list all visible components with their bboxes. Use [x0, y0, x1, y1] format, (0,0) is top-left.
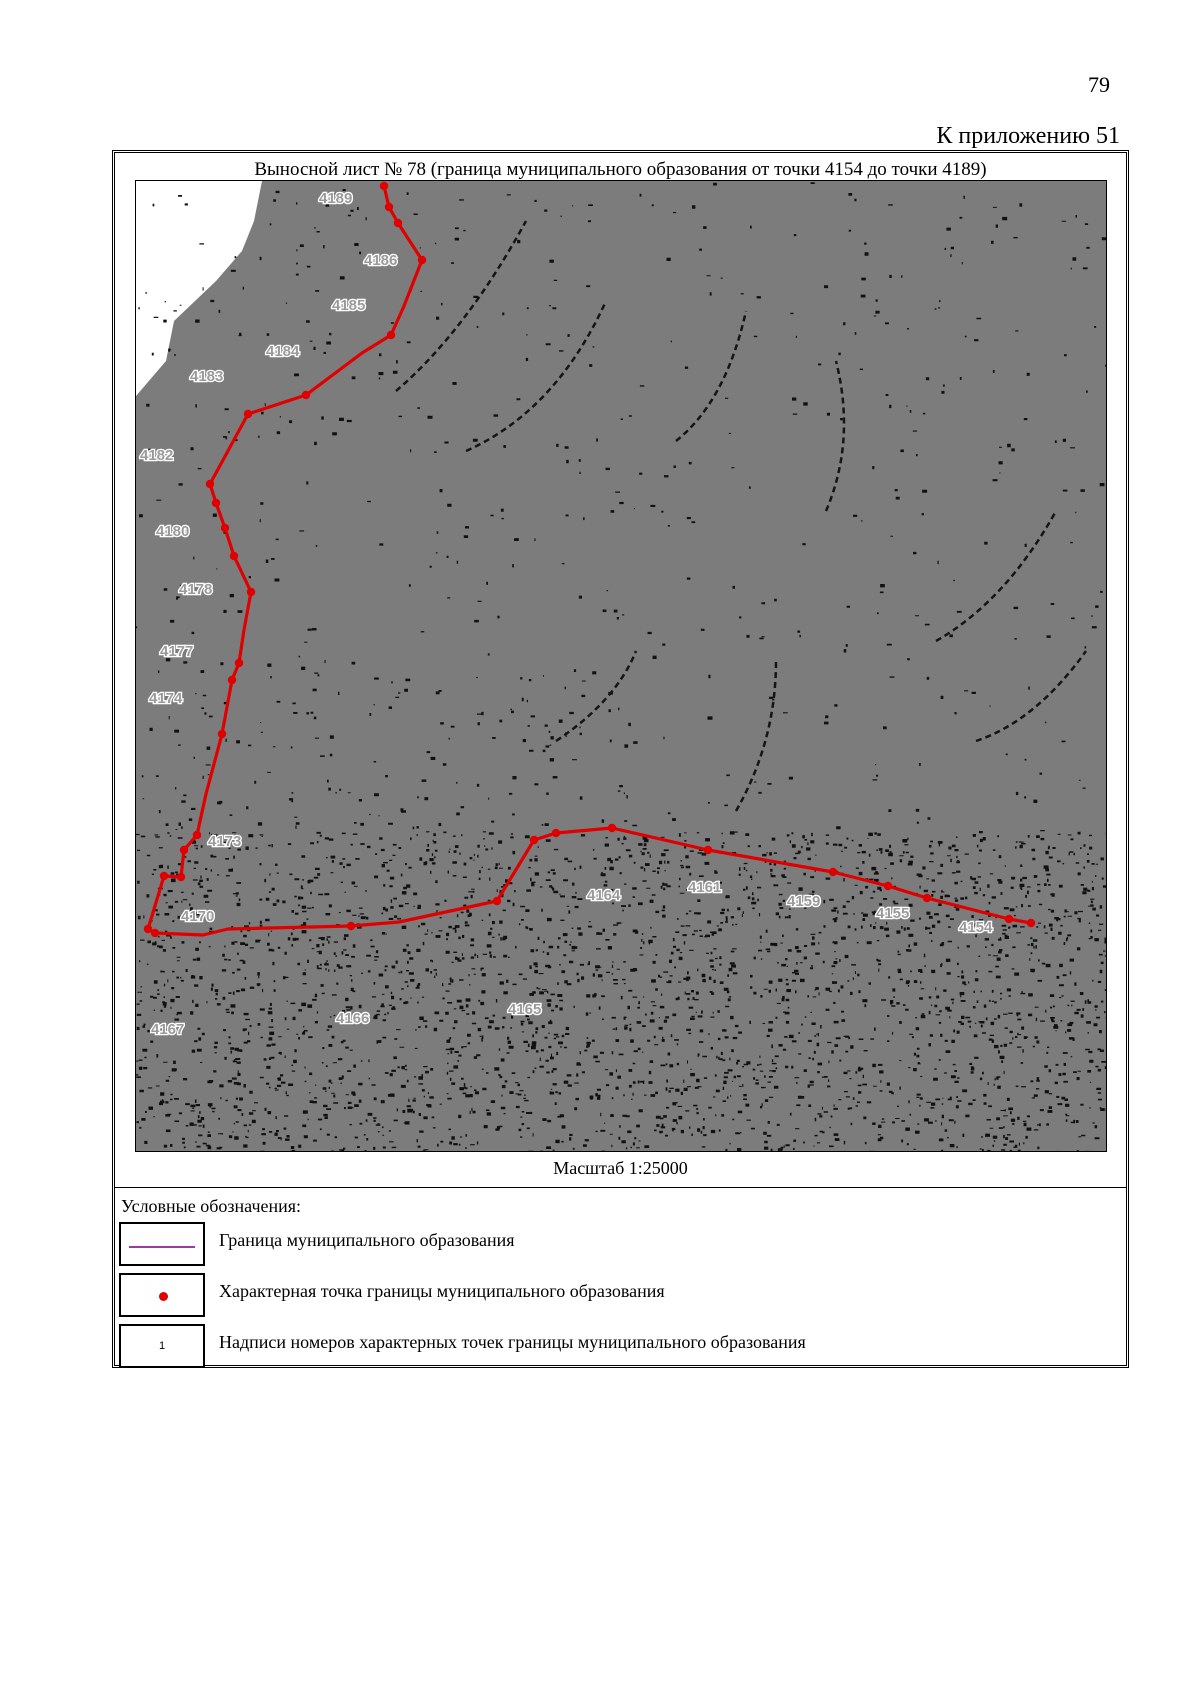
boundary-point[interactable] — [193, 831, 201, 839]
legend-symbol-label — [119, 1324, 205, 1368]
boundary-point[interactable] — [829, 868, 837, 876]
boundary-point[interactable] — [1027, 919, 1035, 927]
boundary-point[interactable] — [144, 925, 152, 933]
legend-item-point — [119, 1273, 1122, 1319]
legend-item-boundary — [119, 1222, 1122, 1268]
boundary-point[interactable] — [884, 882, 892, 890]
boundary-point[interactable] — [230, 552, 238, 560]
point-label-4164: 4164 — [587, 887, 621, 904]
legend-symbol-point — [119, 1273, 205, 1317]
appendix-reference: К приложению 51 — [936, 123, 1120, 149]
boundary-point[interactable] — [608, 824, 616, 832]
point-label-4170: 4170 — [181, 908, 215, 925]
legend-label: Граница муниципального образования — [219, 1230, 515, 1250]
boundary-point[interactable] — [493, 897, 501, 905]
point-label-4189: 4189 — [319, 190, 353, 207]
boundary-point[interactable] — [221, 524, 229, 532]
point-label-4161: 4161 — [688, 879, 722, 896]
legend-title: Условные обозначения: — [121, 1196, 302, 1216]
map-scale: Масштаб 1:25000 — [553, 1158, 688, 1178]
point-label-4154: 4154 — [959, 919, 993, 936]
boundary-point[interactable] — [177, 873, 185, 881]
legend — [115, 1187, 1126, 1365]
boundary-point[interactable] — [1005, 915, 1013, 923]
terrain-background — [136, 181, 1106, 1151]
legend-label: Надписи номеров характерных точек границы муниципального образования — [219, 1332, 806, 1352]
boundary-point[interactable] — [923, 894, 931, 902]
point-label-4174: 4174 — [149, 690, 183, 707]
boundary-point[interactable] — [244, 410, 252, 418]
boundary-point[interactable] — [530, 836, 538, 844]
boundary-point[interactable] — [160, 872, 168, 880]
point-label-4166: 4166 — [336, 1010, 370, 1027]
point-label-4183: 4183 — [190, 368, 224, 385]
boundary-point[interactable] — [302, 391, 310, 399]
point-label-4186: 4186 — [364, 252, 398, 269]
boundary-point[interactable] — [218, 730, 226, 738]
boundary-point[interactable] — [394, 219, 402, 227]
point-label-4167: 4167 — [151, 1021, 185, 1038]
boundary-point[interactable] — [180, 846, 188, 854]
map-sheet-frame — [112, 150, 1129, 1368]
map-canvas — [136, 181, 1106, 1151]
boundary-point[interactable] — [235, 659, 243, 667]
boundary-point[interactable] — [704, 846, 712, 854]
point-label-4185: 4185 — [332, 297, 366, 314]
point-label-4177: 4177 — [160, 643, 194, 660]
legend-item-labels — [119, 1324, 1122, 1370]
legend-symbol-boundary-line — [119, 1222, 205, 1266]
point-label-4184: 4184 — [266, 343, 300, 360]
point-label-4159: 4159 — [787, 893, 821, 910]
point-label-4182: 4182 — [140, 447, 174, 464]
point-label-4178: 4178 — [179, 581, 213, 598]
boundary-point[interactable] — [247, 588, 255, 596]
boundary-point[interactable] — [385, 203, 393, 211]
boundary-point[interactable] — [380, 182, 388, 190]
sheet-title: Выносной лист № 78 (граница муниципального образования от точки 4154 до точки 4189) — [254, 159, 987, 180]
map-view[interactable] — [135, 180, 1107, 1152]
point-label-4165: 4165 — [508, 1001, 542, 1018]
point-label-4155: 4155 — [876, 905, 910, 922]
legend-sample-number: 1 — [158, 1340, 166, 1352]
boundary-point[interactable] — [552, 829, 560, 837]
point-label-4173: 4173 — [208, 833, 242, 850]
boundary-point[interactable] — [387, 331, 395, 339]
page-number: 79 — [1088, 72, 1110, 97]
point-label-4180: 4180 — [156, 523, 190, 540]
boundary-point[interactable] — [206, 480, 214, 488]
boundary-point[interactable] — [418, 256, 426, 264]
legend-label: Характерная точка границы муниципального образования — [219, 1281, 665, 1301]
boundary-point[interactable] — [228, 676, 236, 684]
boundary-point[interactable] — [347, 922, 355, 930]
boundary-point[interactable] — [212, 499, 220, 507]
